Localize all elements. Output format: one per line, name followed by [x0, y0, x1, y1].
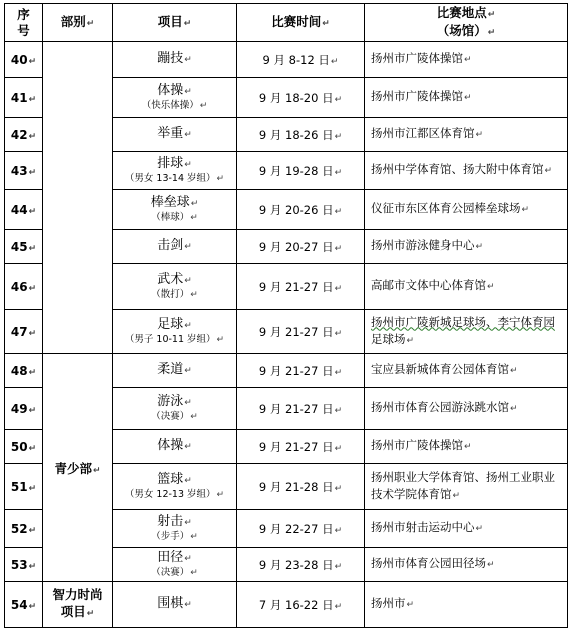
header-dept: 部别↵ [43, 4, 113, 42]
event-date: 9 月 20-26 日↵ [237, 190, 365, 230]
event-date: 9 月 22-27 日↵ [237, 510, 365, 548]
event-venue: 宝应县新城体育公园体育馆↵ [365, 354, 568, 388]
table-row [5, 582, 568, 628]
event-item: 棒垒球↵ （棒球）↵ [113, 190, 237, 230]
event-item: 排球↵ （男女 13-14 岁组）↵ [113, 152, 237, 190]
event-item: 田径↵ （决赛）↵ [113, 548, 237, 582]
row-number: 47↵ [5, 310, 43, 354]
event-venue: 仪征市东区体育公园棒垒球场↵ [365, 190, 568, 230]
event-venue: 扬州市广陵体操馆↵ [365, 430, 568, 464]
row-number: 48↵ [5, 354, 43, 388]
row-number: 51↵ [5, 464, 43, 510]
event-date: 9 月 18-26 日↵ [237, 118, 365, 152]
event-item: 击剑↵ [113, 230, 237, 264]
row-number: 53↵ [5, 548, 43, 582]
table-row [5, 42, 568, 78]
dept-cell-blank [43, 42, 113, 354]
table-row [5, 354, 568, 388]
row-number: 45↵ [5, 230, 43, 264]
event-venue: 扬州市广陵体操馆↵ [365, 78, 568, 118]
event-date: 7 月 16-22 日↵ [237, 582, 365, 628]
event-venue: 扬州职业大学体育馆、扬州工业职业 技术学院体育馆↵ [365, 464, 568, 510]
row-number: 46↵ [5, 264, 43, 310]
row-number: 52↵ [5, 510, 43, 548]
event-date: 9 月 21-27 日↵ [237, 430, 365, 464]
header-row [5, 4, 568, 42]
event-item: 射击↵ （步手）↵ [113, 510, 237, 548]
event-date: 9 月 23-28 日↵ [237, 548, 365, 582]
event-item: 体操↵ （快乐体操）↵ [113, 78, 237, 118]
header-venue: 比赛地点↵ （场馆）↵ [365, 4, 568, 42]
row-number: 50↵ [5, 430, 43, 464]
event-date: 9 月 20-27 日↵ [237, 230, 365, 264]
event-venue: 扬州市射击运动中心↵ [365, 510, 568, 548]
event-date: 9 月 8-12 日↵ [237, 42, 365, 78]
event-item: 体操↵ [113, 430, 237, 464]
header-no: 序 号 [5, 4, 43, 42]
header-time: 比赛时间↵ [237, 4, 365, 42]
row-number: 40↵ [5, 42, 43, 78]
row-number: 41↵ [5, 78, 43, 118]
event-item: 围棋↵ [113, 582, 237, 628]
event-venue: 扬州市体育公园田径场↵ [365, 548, 568, 582]
event-venue: 高邮市文体中心体育馆↵ [365, 264, 568, 310]
event-venue: 扬州中学体育馆、扬大附中体育馆↵ [365, 152, 568, 190]
event-item: 足球↵ （男子 10-11 岁组）↵ [113, 310, 237, 354]
event-date: 9 月 19-28 日↵ [237, 152, 365, 190]
event-date: 9 月 21-27 日↵ [237, 310, 365, 354]
event-venue: 扬州市游泳健身中心↵ [365, 230, 568, 264]
event-item: 游泳↵ （决赛）↵ [113, 388, 237, 430]
event-item: 武术↵ （散打）↵ [113, 264, 237, 310]
row-number: 43↵ [5, 152, 43, 190]
schedule-table [4, 3, 568, 628]
event-date: 9 月 21-27 日↵ [237, 354, 365, 388]
event-item: 举重↵ [113, 118, 237, 152]
event-venue: 扬州市体育公园游泳跳水馆↵ [365, 388, 568, 430]
event-item: 柔道↵ [113, 354, 237, 388]
dept-mind-sports: 智力时尚 项目↵ [43, 582, 113, 628]
event-venue: 扬州市广陵新城足球场、李宁体育园 足球场↵ [365, 310, 568, 354]
event-item: 篮球↵ （男女 12-13 岁组）↵ [113, 464, 237, 510]
event-venue: 扬州市↵ [365, 582, 568, 628]
event-venue: 扬州市广陵体操馆↵ [365, 42, 568, 78]
event-date: 9 月 21-28 日↵ [237, 464, 365, 510]
event-date: 9 月 21-27 日↵ [237, 264, 365, 310]
event-venue: 扬州市江都区体育馆↵ [365, 118, 568, 152]
event-item: 蹦技↵ [113, 42, 237, 78]
header-item: 项目↵ [113, 4, 237, 42]
row-number: 42↵ [5, 118, 43, 152]
row-number: 49↵ [5, 388, 43, 430]
row-number: 54↵ [5, 582, 43, 628]
dept-youth: 青少部↵ [43, 354, 113, 582]
row-number: 44↵ [5, 190, 43, 230]
event-date: 9 月 21-27 日↵ [237, 388, 365, 430]
event-date: 9 月 18-20 日↵ [237, 78, 365, 118]
